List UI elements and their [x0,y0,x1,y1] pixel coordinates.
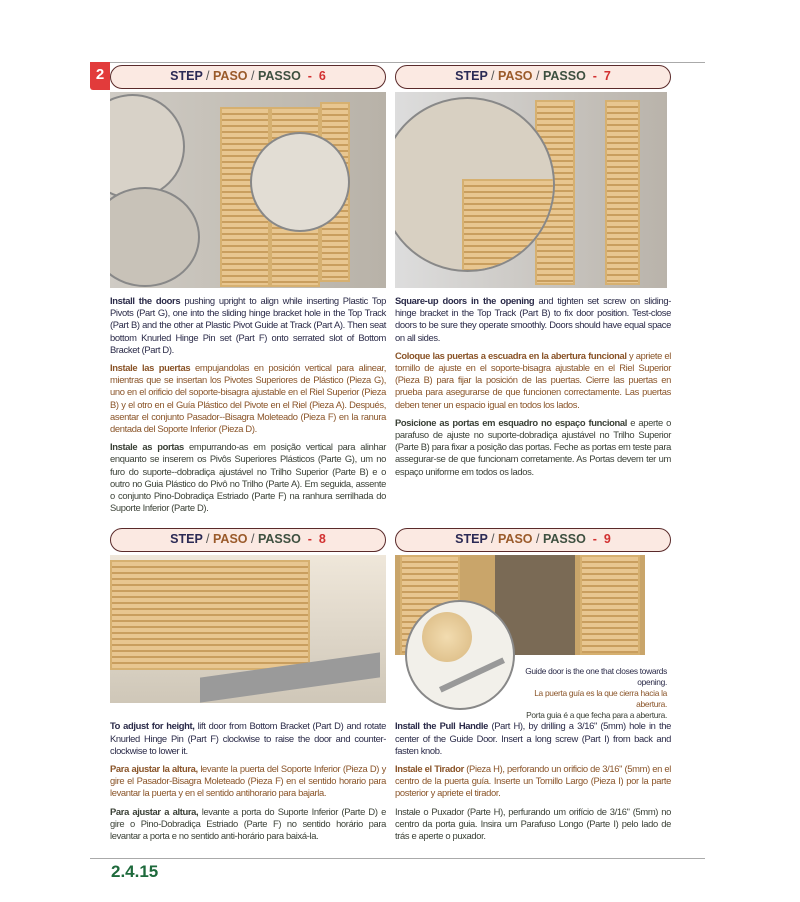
step-7-illustration [395,92,667,288]
step-7-header: STEP / PASO / PASSO - 7 [395,65,671,89]
step-6-text: Install the doors pushing upright to align while inserting Plastic Top Pivots (Part G), one into the sliding hinge bracket hole in the Top Track (Part B) and the other at Plastic Pivot Guide at Track (Part A). Then seat bottom Knurled Hinge Pin set (Part F) onto serrated slot of Bottom Bracket (Part D). Instale las puertas empujandolas en posición vertical para alinear, mientras que se insertan los Pivotes Superiores de Plástico (Pieza G), uno en el orificio del soporte-bisagra ajustable en el Riel Superior (Pieza B) y el otro en el Guía Plástico del Pivote en el Riel (Pieza A). Después, asentar el conjunto Pasador--Bisagra Moleteado (Pieza F) en la ranura dentada del Soporte Inferior (Pieza D). Instale as portas empurrando-as em posição vertical para alinhar enquanto se inserem os Pivôs Superiores Plásticos (Parte G), um no furo do suporte--dobradiça ajustável no Trilho Superior (Parte B) e o outro no Guia Plástico do Pivô no Trilho (Parte A). Em seguida, assente o conjunto Pino-Dobradiça Estriado (Parte F) na ranhura serrilhada do Suporte Inferior (Parte D). [110,295,386,514]
guide-door-note: Guide door is the one that closes towards opening. La puerta guía es la que cierra hacia la abertura. Porta guia é a que fecha para a abertura. [525,666,667,721]
footer [90,858,705,882]
step-9-header: STEP / PASO / PASSO - 9 [395,528,671,552]
section-tab: 2 [90,62,110,90]
step-9-text: Install the Pull Handle (Part H), by drilling a 3/16" (5mm) hole in the center of the Guide Door. Insert a long screw (Part I) from back and fasten knob. Instale el Tirador (Pieza H), perforando un orificio de 3/16" (5mm) en el centro de la puerta guía. Inserte un Tornillo Largo (Pieza I) por la parte posterior y apriete el tirador. Instale o Puxador (Parte H), perfurando um orifício de 3/16" (5mm) no centro da porta guia. Insira um Parafuso Longo (Parte I) pelo lado de trás e aperte o puxador. [395,720,671,842]
step-8 [110,528,386,848]
step-6-illustration [110,92,386,288]
step-6 [110,65,386,520]
steps-grid [110,62,671,848]
page-number: 2.4.15 [111,862,159,882]
step-7-text: Square-up doors in the opening and tighten set screw on sliding-hinge bracket in the Top Track (Part B) to fix door position. Test-close doors to be sure they operate smoothly. Doors should have equal space on all sides. Coloque las puertas a escuadra en la abertura funcional y apriete el tornillo de ajuste en el soporte-bisagra ajustable en el Riel Superior (Pieza B) para fijar la posición de las puertas. Cierre las puertas en prueba para asegurarse de que funcionen correctamente. Las puertas deben tener un espacio igual en todos los lados. Posicione as portas em esquadro no espaço funcional e aperte o parafuso de ajuste no suporte-dobradiça ajustável no Trilho Superior (Parte B) para fixar a posição das portas. Feche as portas em teste para assegurar-se de que funcionam corretamente. As Portas devem ter um espaço uniforme em todos os lados. [395,295,672,477]
step-8-illustration [110,555,386,703]
step-6-header: STEP / PASO / PASSO - 6 [110,65,386,89]
step-7 [395,65,671,520]
step-8-header: STEP / PASO / PASSO - 8 [110,528,386,552]
knob-detail-circle [405,600,515,710]
top-rule [90,62,705,63]
step-9 [395,528,671,848]
step-8-text: To adjust for height, lift door from Bottom Bracket (Part D) and rotate Knurled Hinge Pin (Part F) clockwise to raise the door and counter-clockwise to lower it. Para ajustar la altura, levante la puerta del Soporte Inferior (Pieza D) y gire el Pasador-Bisagra Moleteado (Pieza F) en el sentido horario para levantar la puerta y en el sentido antihorario para bajarla. Para ajustar a altura, levante a porta do Suporte Inferior (Parte D) e gire o Pino-Dobradiça Estriado (Parte F) no sentido horário para levantar a porta e no sentido anti-horário para baixá-la. [110,720,386,842]
